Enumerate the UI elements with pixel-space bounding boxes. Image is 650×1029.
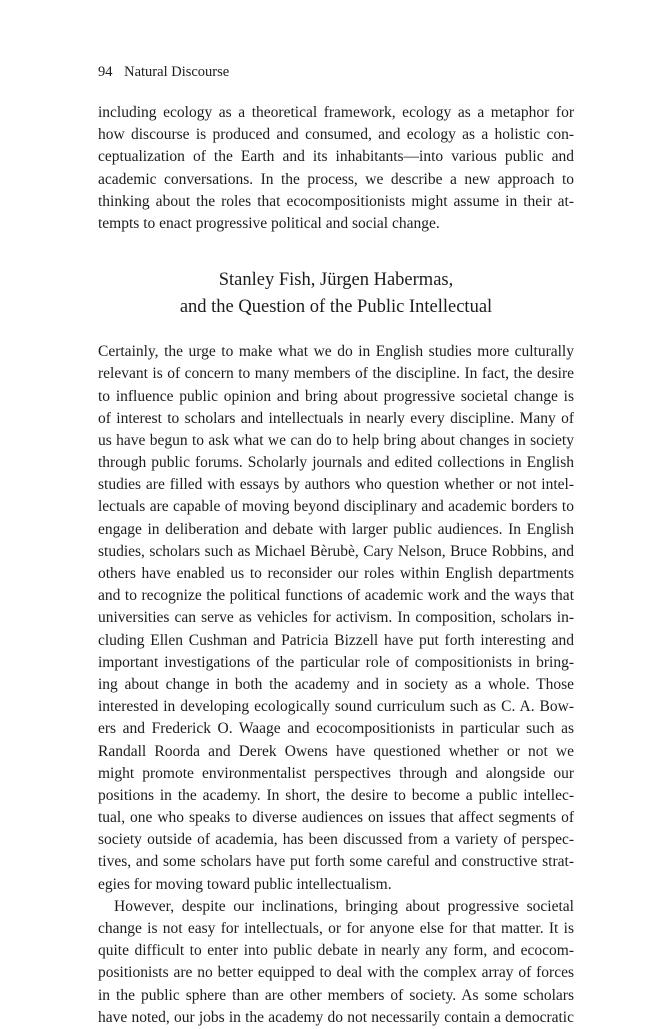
text-line: tual, one who speaks to diverse audiences on issues that affect segments of bbox=[98, 809, 574, 827]
text-line: interested in developing ecologically sound curriculum such as C. A. Bow- bbox=[98, 698, 574, 716]
body-paragraph-1 bbox=[98, 341, 574, 896]
text-line: studies are filled with essays by authors who question whether or not intel- bbox=[98, 476, 574, 494]
text-line: positionists are no better equipped to deal with the complex array of forces bbox=[98, 964, 574, 982]
text-line: However, despite our inclinations, bringing about progressive societal bbox=[114, 897, 574, 915]
text-line: might promote environmentalist perspectives through and alongside our bbox=[98, 764, 574, 782]
text-line: through public forums. Scholarly journals and edited collections in English bbox=[98, 454, 574, 472]
text-line: relevant is of concern to many members of the discipline. In fact, the desire bbox=[98, 365, 574, 383]
text-line: cluding Ellen Cushman and Patricia Bizzell have put forth interesting and bbox=[98, 631, 574, 649]
text-line: thinking about the roles that ecocompositionists might assume in their at- bbox=[98, 192, 574, 210]
text-line: ing about change in both the academy and in society as a whole. Those bbox=[98, 675, 574, 693]
text-line: academic conversations. In the process, we describe a new approach to bbox=[98, 170, 574, 188]
text-line: and to recognize the political functions of academic work and the ways that bbox=[98, 587, 574, 605]
text-line: including ecology as a theoretical framework, ecology as a metaphor for bbox=[98, 104, 574, 121]
page-number: 94 bbox=[98, 64, 113, 80]
text-line: studies, scholars such as Michael Bèrubè, Cary Nelson, Bruce Robbins, and bbox=[98, 542, 574, 560]
text-line: tives, and some scholars have put forth some careful and constructive strat- bbox=[98, 853, 574, 871]
text-line: to influence public opinion and bring about progressive societal change is bbox=[98, 387, 574, 405]
text-line: others have enabled us to reconsider our roles within English departments bbox=[98, 565, 574, 582]
text-line: egies for moving toward public intellectualism. bbox=[98, 875, 392, 893]
text-line: positions in the academy. In short, the desire to become a public intellec- bbox=[98, 786, 574, 804]
heading-line: Stanley Fish, Jürgen Habermas, bbox=[218, 270, 454, 291]
section-heading bbox=[98, 267, 574, 321]
text-line: change is not easy for intellectuals, or for anyone else for that matter. It is bbox=[98, 920, 574, 937]
text-line: universities can serve as vehicles for activism. In composition, scholars in- bbox=[98, 609, 574, 627]
text-line: ceptualization of the Earth and its inhabitants—into various public and bbox=[98, 148, 574, 166]
text-line: us have begun to ask what we can do to help bring about changes in society bbox=[98, 431, 574, 449]
text-line: in the public sphere than are other members of society. As some scholars bbox=[98, 986, 574, 1004]
body-paragraph-2 bbox=[98, 896, 574, 1029]
text-line: of interest to scholars and intellectuals in nearly every discipline. Many of bbox=[98, 409, 574, 427]
heading-line: and the Question of the Public Intellectual bbox=[179, 297, 493, 318]
text-line: lectuals are capable of moving beyond disciplinary and academic borders to bbox=[98, 498, 574, 516]
text-line: how discourse is produced and consumed, and ecology as a holistic con- bbox=[98, 126, 574, 144]
text-line: engage in deliberation and debate with larger public audiences. In English bbox=[98, 520, 574, 538]
text-line: society outside of academia, has been discussed from a variety of perspec- bbox=[98, 831, 574, 849]
book-page bbox=[98, 62, 574, 1029]
text-line: Randall Roorda and Derek Owens have questioned whether or not we bbox=[98, 742, 574, 760]
running-head-title: Natural Discourse bbox=[124, 64, 230, 80]
running-head bbox=[98, 62, 574, 82]
intro-paragraph bbox=[98, 102, 574, 235]
text-line: important investigations of the particular role of compositionists in bring- bbox=[98, 653, 574, 671]
text-line: quite difficult to enter into public debate in nearly any form, and ecocom- bbox=[98, 942, 574, 960]
text-line: ers and Frederick O. Waage and ecocompositionists in particular such as bbox=[98, 720, 574, 738]
text-line: Certainly, the urge to make what we do in English studies more culturally bbox=[98, 343, 574, 361]
text-line: tempts to enact progressive political and social change. bbox=[98, 214, 440, 232]
text-line: have noted, our jobs in the academy do not necessarily contain a democratic bbox=[98, 1008, 574, 1026]
